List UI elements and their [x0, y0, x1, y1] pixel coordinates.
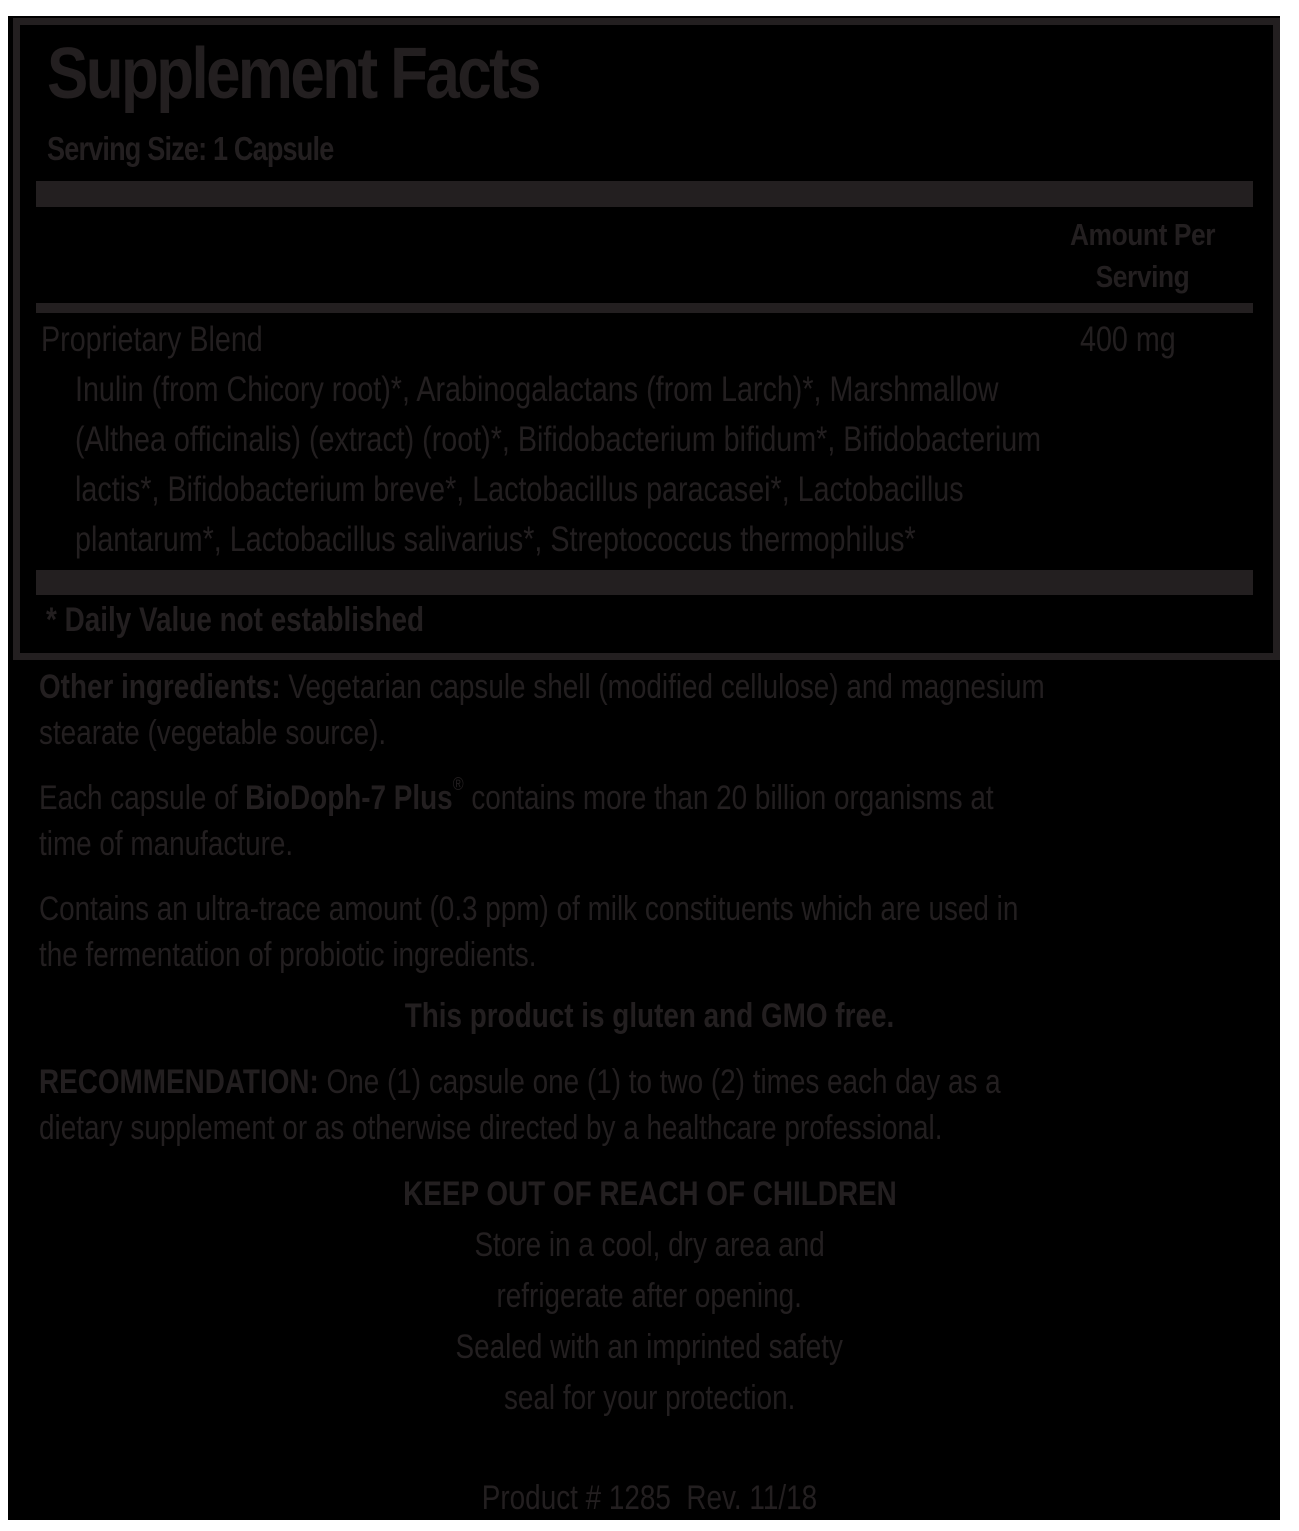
milk-line2: the fermentation of probiotic ingredients. [39, 936, 537, 974]
product-number [0, 1479, 1299, 1518]
storage-line [0, 1328, 1299, 1367]
serving-size: Serving Size: 1 Capsule [47, 130, 334, 167]
storage-text: refrigerate after opening. [496, 1277, 803, 1315]
organisms-prefix: Each capsule of [39, 779, 246, 817]
organisms-line2: time of manufacture. [39, 825, 294, 863]
thick-divider-bottom [36, 570, 1253, 595]
amount-header-line1: Amount Per [1069, 217, 1216, 252]
amount-header-line2: Serving [1095, 259, 1190, 294]
storage-text: Sealed with an imprinted safety [455, 1328, 844, 1366]
panel-title: Supplement Facts [47, 34, 540, 114]
recommendation-line2: dietary supplement or as otherwise directed by a healthcare professional. [39, 1109, 943, 1147]
blend-ingredient-line: plantarum*, Lactobacillus salivarius*, Streptococcus thermophilus* [75, 520, 916, 559]
organisms-suffix: contains more than 20 billion organisms at [463, 779, 994, 817]
storage-line [0, 1379, 1299, 1418]
storage-line [0, 1226, 1299, 1265]
organism-count-statement [39, 775, 994, 867]
blend-ingredient-line: (Althea officinalis) (extract) (root)*, Bifidobacterium bifidum*, Bifidobacterium [75, 420, 1042, 459]
other-ingredients [39, 664, 1045, 756]
blend-ingredient-line: lactis*, Bifidobacterium breve*, Lactobacillus paracasei*, Lactobacillus [75, 470, 964, 509]
proprietary-blend-label: Proprietary Blend [41, 320, 263, 359]
other-ingredients-text: Vegetarian capsule shell (modified cellulose) and magnesium [280, 668, 1045, 706]
milk-statement [39, 886, 1018, 978]
product-name: BioDoph-7 Plus [245, 779, 453, 817]
recommendation-label: RECOMMENDATION: [39, 1063, 319, 1101]
registered-mark: ® [452, 774, 464, 794]
product-info-text: Product # 1285 Rev. 11/18 [481, 1479, 818, 1517]
blend-ingredient-line: Inulin (from Chicory root)*, Arabinogalactans (from Larch)*, Marshmallow [75, 370, 999, 409]
other-ingredients-label: Other ingredients: [39, 668, 281, 706]
storage-line [0, 1277, 1299, 1316]
thin-divider [36, 303, 1253, 313]
amount-per-serving-header [1047, 214, 1238, 298]
warning-children [0, 1175, 1299, 1214]
warning-text: KEEP OUT OF REACH OF CHILDREN [402, 1175, 897, 1213]
milk-line1: Contains an ultra-trace amount (0.3 ppm) of milk constituents which are used in [39, 890, 1019, 928]
thick-divider-top [36, 181, 1253, 207]
other-ingredients-text-2: stearate (vegetable source). [39, 714, 387, 752]
recommendation-text: One (1) capsule one (1) to two (2) times each day as a [318, 1063, 1001, 1101]
recommendation [39, 1059, 1001, 1151]
daily-value-note: * Daily Value not established [46, 601, 425, 639]
storage-text: seal for your protection. [503, 1379, 796, 1417]
storage-text: Store in a cool, dry area and [474, 1226, 825, 1264]
proprietary-blend-amount: 400 mg [1080, 320, 1176, 359]
gluten-gmo-statement [0, 997, 1299, 1036]
gluten-gmo-text: This product is gluten and GMO free. [404, 997, 895, 1035]
